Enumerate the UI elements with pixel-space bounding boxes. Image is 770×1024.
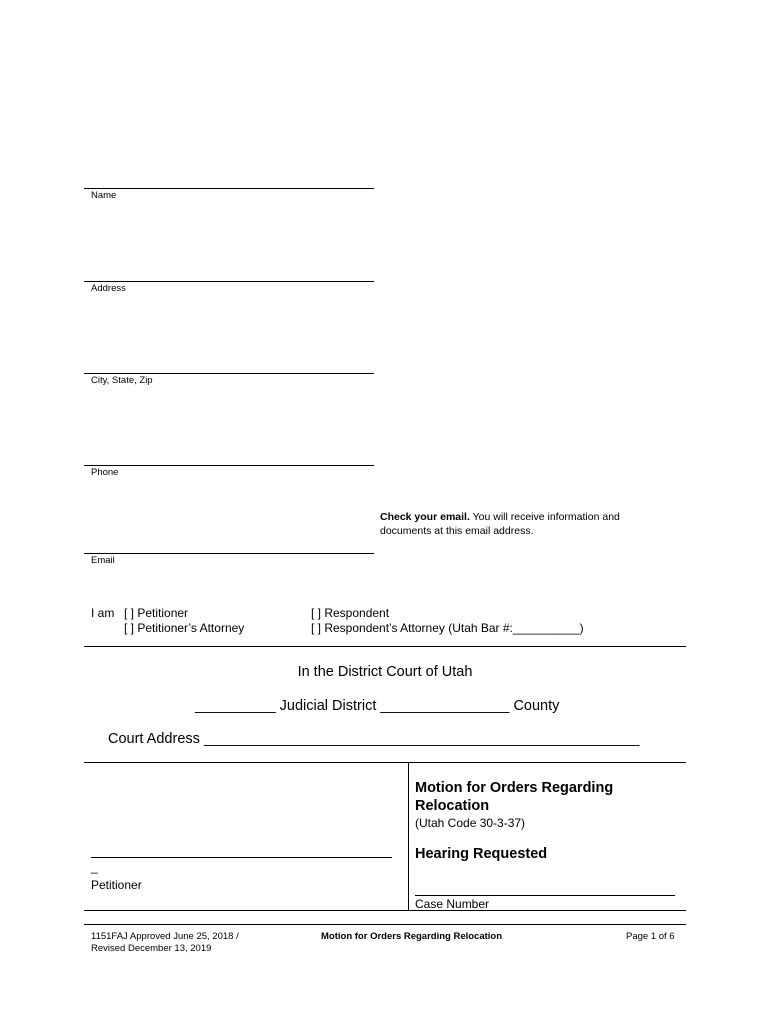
phone-line[interactable] [84,465,374,466]
petitioner-name-line[interactable] [91,857,392,858]
email-note-text: You will receive information and [469,511,620,523]
utah-code: (Utah Code 30-3-37) [415,816,526,830]
footer-form-id [91,931,239,955]
footer-form-id-line1: 1151FAJ Approved June 25, 2018 / [91,931,239,942]
case-number-label: Case Number [415,897,490,911]
email-note-text2: documents at this email address. [380,525,534,537]
court-heading: In the District Court of Utah [297,664,473,680]
motion-title [415,779,655,815]
email-note [380,510,680,538]
footer-form-id-line2: Revised December 13, 2019 [91,943,212,954]
footer-page-number: Page 1 of 6 [626,931,675,942]
case-number-line[interactable] [415,895,675,896]
email-label: Email [91,555,115,566]
caption-divider [408,762,409,910]
divider-top [84,646,686,647]
petitioner-label: Petitioner [91,878,142,892]
respondent-checkbox[interactable]: [ ] Respondent [311,606,390,620]
footer-rule [84,924,686,925]
petitioner-underscore: _ [91,860,98,874]
address-label: Address [91,283,126,294]
respondent-attorney-checkbox[interactable]: [ ] Respondent’s Attorney (Utah Bar #:__________) [311,621,584,635]
court-address-line[interactable]: Court Address ______________________________________________________ [108,731,640,747]
city-state-zip-label: City, State, Zip [91,375,153,386]
district-line[interactable]: __________ Judicial District ________________ County [195,698,560,714]
name-label: Name [91,190,117,201]
petitioner-checkbox[interactable]: [ ] Petitioner [124,606,189,620]
city-state-zip-line[interactable] [84,373,374,374]
footer-title: Motion for Orders Regarding Relocation [321,931,503,942]
email-note-bold: Check your email. [380,511,470,523]
motion-title-line2: Relocation [415,798,490,814]
petitioner-attorney-checkbox[interactable]: [ ] Petitioner’s Attorney [124,621,245,635]
divider-caption-bottom [84,910,686,911]
divider-caption-top [84,762,686,763]
address-line[interactable] [84,281,374,282]
email-line[interactable] [84,553,374,554]
name-line[interactable] [84,188,374,189]
i-am-label: I am [91,606,115,620]
phone-label: Phone [91,467,119,478]
hearing-requested: Hearing Requested [415,846,548,862]
motion-title-line1: Motion for Orders Regarding [415,780,614,796]
